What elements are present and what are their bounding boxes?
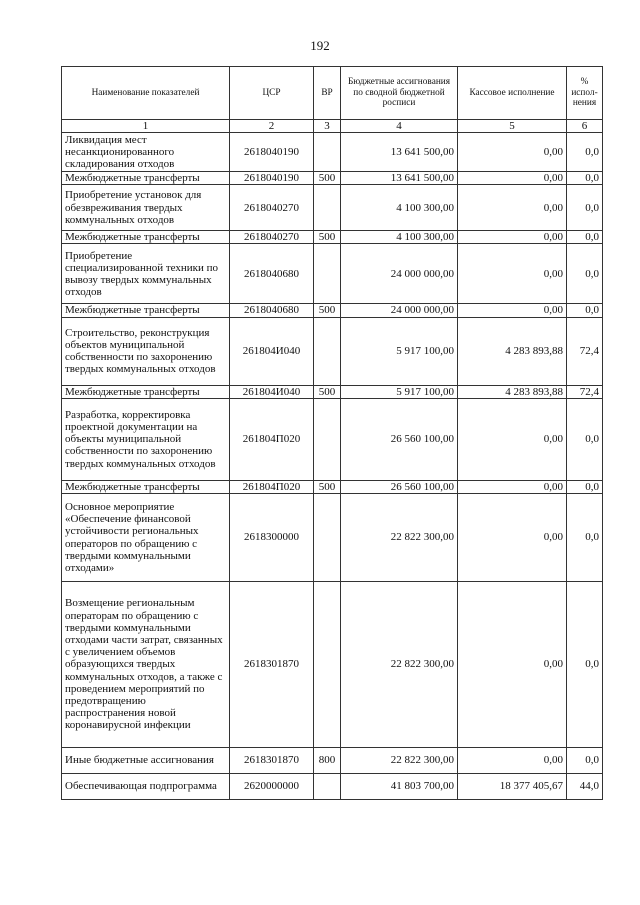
row-pct: 44,0: [567, 774, 603, 800]
header-pct: % испол-нения: [567, 67, 603, 120]
row-pct: 0,0: [567, 748, 603, 774]
table-header-row: [62, 67, 603, 120]
row-pct: 0,0: [567, 304, 603, 317]
table-row: [62, 185, 603, 231]
row-name: Иные бюджетные ассигнования: [62, 748, 230, 774]
row-csr: 2618301870: [230, 582, 314, 748]
row-name: Приобретение специализированной техники по вывозу твердых коммунальных отходов: [62, 244, 230, 304]
row-pct: 72,4: [567, 385, 603, 398]
column-number: 1: [62, 120, 230, 133]
column-number: 2: [230, 120, 314, 133]
row-vr: [314, 774, 341, 800]
row-pct: 72,4: [567, 317, 603, 385]
column-number: 3: [314, 120, 341, 133]
row-csr: 2618040680: [230, 304, 314, 317]
row-budget: 24 000 000,00: [341, 244, 458, 304]
row-vr: [314, 244, 341, 304]
row-vr: [314, 398, 341, 480]
table-row: [62, 494, 603, 582]
row-csr: 2618040190: [230, 133, 314, 172]
column-number: 6: [567, 120, 603, 133]
row-vr: 500: [314, 231, 341, 244]
row-csr: 261804П020: [230, 398, 314, 480]
row-budget: 22 822 300,00: [341, 494, 458, 582]
table-row: [62, 244, 603, 304]
row-pct: 0,0: [567, 133, 603, 172]
row-vr: [314, 317, 341, 385]
row-vr: 500: [314, 480, 341, 493]
budget-table: [61, 66, 603, 800]
row-name: Основное мероприятие «Обеспечение финансовой устойчивости региональных операторов по обращению с твердыми коммунальными отходами»: [62, 494, 230, 582]
header-budget: Бюджетные ассигнования по сводной бюджетной росписи: [341, 67, 458, 120]
header-cash: Кассовое исполнение: [458, 67, 567, 120]
column-number: 4: [341, 120, 458, 133]
header-vr: ВР: [314, 67, 341, 120]
row-vr: [314, 494, 341, 582]
row-csr: 2620000000: [230, 774, 314, 800]
table-row: [62, 385, 603, 398]
row-cash: 0,00: [458, 494, 567, 582]
row-csr: 261804П020: [230, 480, 314, 493]
table-row: [62, 398, 603, 480]
table-row: [62, 172, 603, 185]
row-pct: 0,0: [567, 582, 603, 748]
page-number: 192: [310, 38, 330, 53]
row-csr: 2618301870: [230, 748, 314, 774]
table-row: [62, 748, 603, 774]
row-vr: 500: [314, 172, 341, 185]
row-budget: 22 822 300,00: [341, 582, 458, 748]
row-cash: 0,00: [458, 244, 567, 304]
row-cash: 18 377 405,67: [458, 774, 567, 800]
row-vr: [314, 185, 341, 231]
row-csr: 2618040270: [230, 185, 314, 231]
row-pct: 0,0: [567, 185, 603, 231]
row-name: Ликвидация мест несанкционированного складирования отходов: [62, 133, 230, 172]
row-budget: 13 641 500,00: [341, 133, 458, 172]
row-csr: 2618040270: [230, 231, 314, 244]
row-budget: 26 560 100,00: [341, 398, 458, 480]
row-vr: 800: [314, 748, 341, 774]
row-vr: 500: [314, 304, 341, 317]
row-name: Межбюджетные трансферты: [62, 172, 230, 185]
row-name: Межбюджетные трансферты: [62, 480, 230, 493]
row-cash: 0,00: [458, 480, 567, 493]
row-name: Возмещение региональным операторам по обращению с твердыми коммунальными отходами части затрат, связанных с увеличением объемов образующихся твердых коммунальных отходов, а также с проведением мероприятий по предотвращению распространения новой коронавирусной инфекции: [62, 582, 230, 748]
row-name: Обеспечивающая подпрограмма: [62, 774, 230, 800]
row-cash: 0,00: [458, 304, 567, 317]
table-row: [62, 317, 603, 385]
row-budget: 5 917 100,00: [341, 385, 458, 398]
row-name: Межбюджетные трансферты: [62, 385, 230, 398]
row-cash: 0,00: [458, 172, 567, 185]
row-budget: 4 100 300,00: [341, 231, 458, 244]
row-pct: 0,0: [567, 398, 603, 480]
row-name: Межбюджетные трансферты: [62, 231, 230, 244]
row-cash: 0,00: [458, 398, 567, 480]
row-csr: 2618040680: [230, 244, 314, 304]
row-budget: 13 641 500,00: [341, 172, 458, 185]
row-name: Разработка, корректировка проектной документации на объекты муниципальной собственности по захоронению твердых коммунальных отходов: [62, 398, 230, 480]
table-row: [62, 582, 603, 748]
row-cash: 4 283 893,88: [458, 317, 567, 385]
row-budget: 41 803 700,00: [341, 774, 458, 800]
header-csr: ЦСР: [230, 67, 314, 120]
row-cash: 0,00: [458, 231, 567, 244]
row-cash: 0,00: [458, 185, 567, 231]
row-cash: 0,00: [458, 748, 567, 774]
row-vr: 500: [314, 385, 341, 398]
table-row: [62, 304, 603, 317]
table-row: [62, 480, 603, 493]
row-budget: 24 000 000,00: [341, 304, 458, 317]
row-pct: 0,0: [567, 244, 603, 304]
row-name: Приобретение установок для обезвреживания твердых коммунальных отходов: [62, 185, 230, 231]
row-csr: 261804И040: [230, 385, 314, 398]
row-name: Строительство, реконструкция объектов муниципальной собственности по захоронению твердых коммунальных отходов: [62, 317, 230, 385]
row-cash: 4 283 893,88: [458, 385, 567, 398]
row-csr: 2618040190: [230, 172, 314, 185]
row-name: Межбюджетные трансферты: [62, 304, 230, 317]
row-pct: 0,0: [567, 494, 603, 582]
row-budget: 4 100 300,00: [341, 185, 458, 231]
column-number: 5: [458, 120, 567, 133]
row-budget: 26 560 100,00: [341, 480, 458, 493]
row-pct: 0,0: [567, 231, 603, 244]
header-name: Наименование показателей: [62, 67, 230, 120]
row-budget: 5 917 100,00: [341, 317, 458, 385]
row-csr: 261804И040: [230, 317, 314, 385]
row-pct: 0,0: [567, 480, 603, 493]
row-pct: 0,0: [567, 172, 603, 185]
table-row: [62, 133, 603, 172]
row-vr: [314, 582, 341, 748]
table-row: [62, 231, 603, 244]
row-cash: 0,00: [458, 133, 567, 172]
row-vr: [314, 133, 341, 172]
column-number-row: [62, 120, 603, 133]
table-row: [62, 774, 603, 800]
row-cash: 0,00: [458, 582, 567, 748]
row-csr: 2618300000: [230, 494, 314, 582]
row-budget: 22 822 300,00: [341, 748, 458, 774]
